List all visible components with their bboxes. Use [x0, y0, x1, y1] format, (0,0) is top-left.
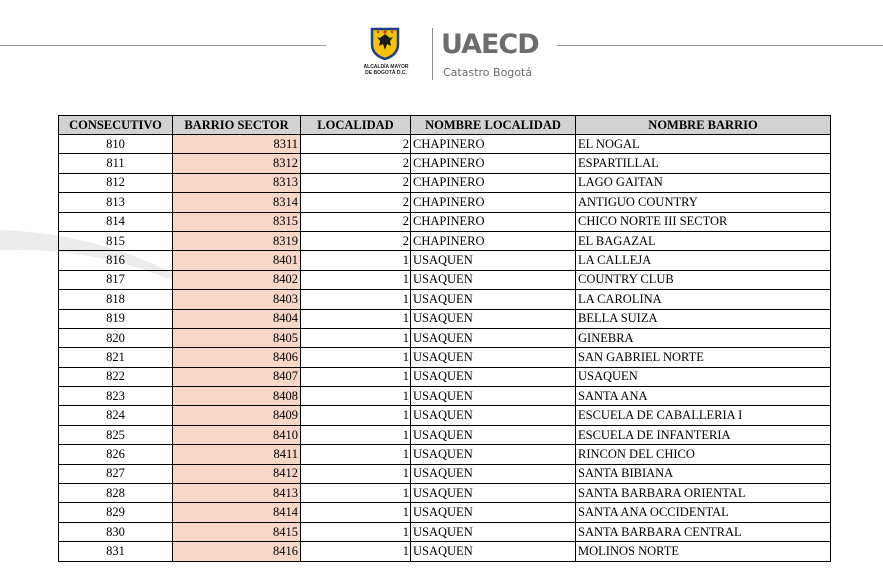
cell-consecutivo: 811: [59, 154, 173, 173]
cell-barrio-sector: 8411: [173, 445, 301, 464]
table-row: [59, 445, 831, 464]
cell-localidad: 1: [301, 406, 411, 425]
cell-barrio-sector: 8405: [173, 328, 301, 347]
header-rule-left: [0, 45, 326, 46]
alcaldia-label-line1: ALCALDÍA MAYOR: [363, 64, 409, 70]
cell-barrio-sector: 8414: [173, 503, 301, 522]
cell-nombre-localidad: USAQUEN: [411, 387, 576, 406]
cell-nombre-barrio: LAGO GAITAN: [576, 173, 831, 192]
cell-nombre-barrio: ESPARTILLAL: [576, 154, 831, 173]
cell-barrio-sector: 8410: [173, 425, 301, 444]
cell-nombre-localidad: USAQUEN: [411, 464, 576, 483]
header-rule-right: [557, 45, 883, 46]
cell-barrio-sector: 8415: [173, 522, 301, 541]
cell-localidad: 1: [301, 328, 411, 347]
cell-localidad: 2: [301, 193, 411, 212]
cell-consecutivo: 813: [59, 193, 173, 212]
cell-localidad: 1: [301, 251, 411, 270]
cell-localidad: 1: [301, 522, 411, 541]
cell-localidad: 1: [301, 270, 411, 289]
cell-barrio-sector: 8315: [173, 212, 301, 231]
cell-nombre-localidad: USAQUEN: [411, 251, 576, 270]
cell-consecutivo: 821: [59, 348, 173, 367]
document-header: [358, 24, 538, 84]
table-row: [59, 522, 831, 541]
cell-consecutivo: 818: [59, 290, 173, 309]
table-row: [59, 503, 831, 522]
cell-barrio-sector: 8404: [173, 309, 301, 328]
cell-localidad: 1: [301, 484, 411, 503]
cell-nombre-localidad: CHAPINERO: [411, 135, 576, 154]
table-row: [59, 464, 831, 483]
barrios-table: [58, 115, 831, 562]
table-row: [59, 270, 831, 289]
header-vertical-divider: [432, 28, 433, 80]
table-row: [59, 542, 831, 561]
cell-barrio-sector: 8412: [173, 464, 301, 483]
cell-barrio-sector: 8401: [173, 251, 301, 270]
cell-localidad: 2: [301, 173, 411, 192]
cell-consecutivo: 830: [59, 522, 173, 541]
cell-nombre-localidad: USAQUEN: [411, 406, 576, 425]
cell-nombre-barrio: ANTIGUO COUNTRY: [576, 193, 831, 212]
cell-barrio-sector: 8319: [173, 231, 301, 250]
table-header-row: [59, 116, 831, 135]
column-header-localidad: LOCALIDAD: [301, 116, 411, 135]
brand-subtitle: Catastro Bogotá: [443, 66, 533, 79]
table-body: [59, 135, 831, 562]
table-row: [59, 173, 831, 192]
cell-nombre-localidad: USAQUEN: [411, 348, 576, 367]
bogota-coat-of-arms-icon: [369, 26, 401, 60]
cell-barrio-sector: 8413: [173, 484, 301, 503]
cell-nombre-barrio: EL BAGAZAL: [576, 231, 831, 250]
cell-nombre-localidad: USAQUEN: [411, 522, 576, 541]
cell-nombre-barrio: USAQUEN: [576, 367, 831, 386]
cell-nombre-localidad: USAQUEN: [411, 270, 576, 289]
cell-nombre-barrio: BELLA SUIZA: [576, 309, 831, 328]
cell-barrio-sector: 8407: [173, 367, 301, 386]
cell-nombre-localidad: CHAPINERO: [411, 231, 576, 250]
cell-consecutivo: 819: [59, 309, 173, 328]
cell-nombre-barrio: SANTA BARBARA CENTRAL: [576, 522, 831, 541]
cell-nombre-barrio: SAN GABRIEL NORTE: [576, 348, 831, 367]
cell-barrio-sector: 8314: [173, 193, 301, 212]
column-header-barrio-sector: BARRIO SECTOR: [173, 116, 301, 135]
cell-nombre-barrio: LA CAROLINA: [576, 290, 831, 309]
table-row: [59, 290, 831, 309]
cell-consecutivo: 815: [59, 231, 173, 250]
cell-consecutivo: 817: [59, 270, 173, 289]
cell-barrio-sector: 8416: [173, 542, 301, 561]
cell-nombre-localidad: USAQUEN: [411, 290, 576, 309]
cell-consecutivo: 820: [59, 328, 173, 347]
alcaldia-label-line2: DE BOGOTÁ D.C.: [365, 70, 407, 76]
cell-localidad: 2: [301, 231, 411, 250]
barrios-table-wrapper: [58, 115, 831, 562]
cell-consecutivo: 828: [59, 484, 173, 503]
table-row: [59, 367, 831, 386]
cell-localidad: 1: [301, 290, 411, 309]
cell-localidad: 1: [301, 348, 411, 367]
cell-localidad: 1: [301, 445, 411, 464]
cell-nombre-localidad: USAQUEN: [411, 484, 576, 503]
cell-consecutivo: 822: [59, 367, 173, 386]
cell-consecutivo: 814: [59, 212, 173, 231]
table-row: [59, 484, 831, 503]
cell-nombre-localidad: CHAPINERO: [411, 173, 576, 192]
cell-nombre-localidad: CHAPINERO: [411, 154, 576, 173]
cell-barrio-sector: 8311: [173, 135, 301, 154]
cell-nombre-barrio: GINEBRA: [576, 328, 831, 347]
cell-nombre-barrio: CHICO NORTE III SECTOR: [576, 212, 831, 231]
table-row: [59, 193, 831, 212]
table-row: [59, 425, 831, 444]
cell-barrio-sector: 8312: [173, 154, 301, 173]
cell-consecutivo: 827: [59, 464, 173, 483]
cell-nombre-barrio: SANTA BARBARA ORIENTAL: [576, 484, 831, 503]
cell-barrio-sector: 8403: [173, 290, 301, 309]
column-header-nombre-localidad: NOMBRE LOCALIDAD: [411, 116, 576, 135]
cell-barrio-sector: 8408: [173, 387, 301, 406]
cell-consecutivo: 816: [59, 251, 173, 270]
cell-localidad: 1: [301, 503, 411, 522]
table-row: [59, 406, 831, 425]
brand-title: UAECD: [441, 29, 539, 60]
cell-consecutivo: 824: [59, 406, 173, 425]
cell-nombre-barrio: RINCON DEL CHICO: [576, 445, 831, 464]
cell-barrio-sector: 8409: [173, 406, 301, 425]
cell-nombre-barrio: LA CALLEJA: [576, 251, 831, 270]
table-row: [59, 154, 831, 173]
column-header-nombre-barrio: NOMBRE BARRIO: [576, 116, 831, 135]
table-row: [59, 251, 831, 270]
table-row: [59, 387, 831, 406]
cell-nombre-localidad: USAQUEN: [411, 542, 576, 561]
cell-nombre-localidad: USAQUEN: [411, 445, 576, 464]
cell-barrio-sector: 8313: [173, 173, 301, 192]
cell-nombre-barrio: SANTA ANA OCCIDENTAL: [576, 503, 831, 522]
table-row: [59, 231, 831, 250]
cell-localidad: 2: [301, 212, 411, 231]
cell-localidad: 2: [301, 135, 411, 154]
cell-consecutivo: 826: [59, 445, 173, 464]
cell-nombre-localidad: USAQUEN: [411, 328, 576, 347]
cell-nombre-localidad: USAQUEN: [411, 425, 576, 444]
cell-localidad: 1: [301, 387, 411, 406]
cell-consecutivo: 823: [59, 387, 173, 406]
cell-nombre-localidad: USAQUEN: [411, 309, 576, 328]
cell-nombre-localidad: CHAPINERO: [411, 212, 576, 231]
cell-nombre-localidad: USAQUEN: [411, 367, 576, 386]
column-header-consecutivo: CONSECUTIVO: [59, 116, 173, 135]
cell-nombre-barrio: COUNTRY CLUB: [576, 270, 831, 289]
cell-nombre-barrio: ESCUELA DE CABALLERIA I: [576, 406, 831, 425]
cell-nombre-localidad: USAQUEN: [411, 503, 576, 522]
cell-barrio-sector: 8402: [173, 270, 301, 289]
table-row: [59, 348, 831, 367]
cell-consecutivo: 810: [59, 135, 173, 154]
cell-consecutivo: 829: [59, 503, 173, 522]
cell-localidad: 1: [301, 367, 411, 386]
cell-barrio-sector: 8406: [173, 348, 301, 367]
cell-nombre-localidad: CHAPINERO: [411, 193, 576, 212]
cell-localidad: 1: [301, 425, 411, 444]
alcaldia-label: [358, 64, 414, 76]
cell-nombre-barrio: SANTA ANA: [576, 387, 831, 406]
table-row: [59, 328, 831, 347]
table-row: [59, 212, 831, 231]
table-row: [59, 135, 831, 154]
cell-localidad: 1: [301, 542, 411, 561]
cell-nombre-barrio: MOLINOS NORTE: [576, 542, 831, 561]
cell-localidad: 2: [301, 154, 411, 173]
cell-nombre-barrio: EL NOGAL: [576, 135, 831, 154]
cell-localidad: 1: [301, 464, 411, 483]
cell-nombre-barrio: ESCUELA DE INFANTERIA: [576, 425, 831, 444]
cell-nombre-barrio: SANTA BIBIANA: [576, 464, 831, 483]
cell-consecutivo: 831: [59, 542, 173, 561]
cell-consecutivo: 825: [59, 425, 173, 444]
table-row: [59, 309, 831, 328]
cell-localidad: 1: [301, 309, 411, 328]
cell-consecutivo: 812: [59, 173, 173, 192]
